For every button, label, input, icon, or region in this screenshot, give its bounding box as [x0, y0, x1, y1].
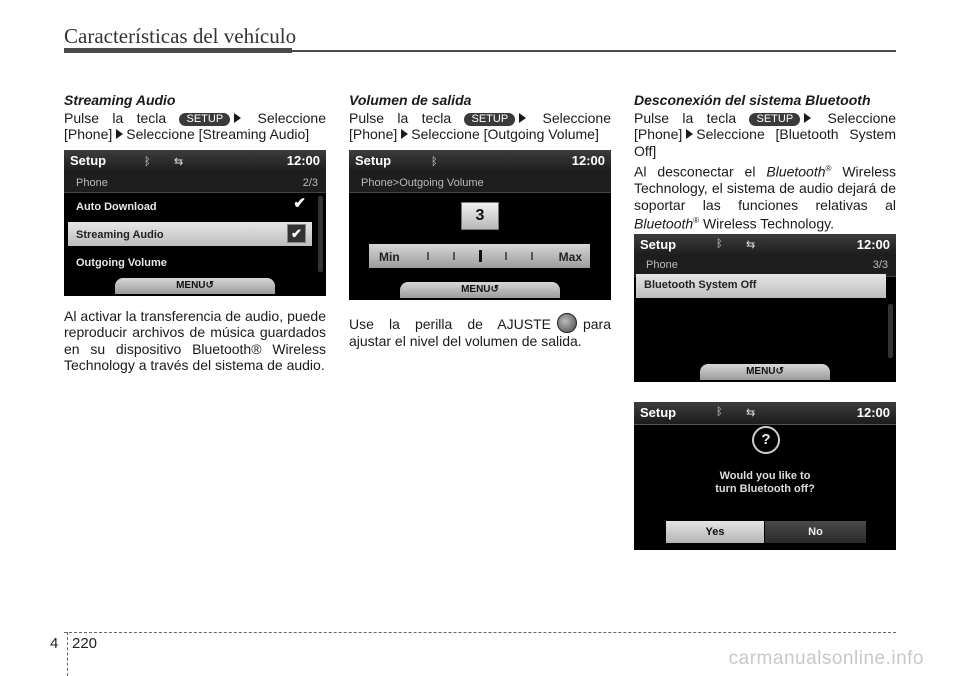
instruction: Pulse la tecla SETUP Seleccione [Phone] Seleccione [Bluetooth System Off]: [634, 109, 896, 159]
volume-level-marker: [479, 250, 482, 262]
arrow-right-icon: [804, 113, 811, 123]
scrollbar[interactable]: [888, 304, 893, 358]
bluetooth-icon: ᛒ: [431, 155, 438, 168]
check-icon: ✔: [293, 194, 306, 212]
footer-divider: [67, 632, 68, 676]
list-item-selected[interactable]: Streaming Audio ✔: [68, 222, 312, 246]
usb-icon: ⇆: [174, 155, 184, 168]
yes-button[interactable]: Yes: [666, 521, 764, 543]
question-icon: ?: [752, 426, 780, 454]
setup-key-icon: SETUP: [464, 113, 515, 126]
checkbox-checked-icon: ✔: [287, 224, 306, 243]
arrow-right-icon: [116, 129, 123, 139]
screen-bluetooth-off: Setup ᛒ ⇆ 12:00 Phone 3/3 Bluetooth System Off MENU↺: [634, 234, 896, 382]
page-number: 220: [72, 635, 98, 652]
dialog-message: Would you like to turn Bluetooth off?: [715, 470, 815, 495]
section-title: Streaming Audio: [64, 92, 176, 108]
screen-confirm-dialog: Setup ᛒ ⇆ 12:00 ? Would you like to turn Bluetooth off? Yes No: [634, 402, 896, 550]
running-header: Características del vehículo: [64, 24, 297, 48]
menu-button[interactable]: MENU↺: [115, 278, 275, 294]
list-item[interactable]: Outgoing Volume: [76, 256, 167, 269]
body-text: Al desconectar el Bluetooth® Wireless Technology, el sistema de audio dejará de soportar las funciones relativas al Bluetooth® Wireless Technology.: [634, 163, 896, 232]
header-bar: [64, 48, 292, 53]
no-button[interactable]: No: [765, 521, 866, 543]
list-item-selected[interactable]: Bluetooth System Off: [636, 274, 886, 298]
header-rule: [292, 50, 896, 52]
instruction: Pulse la tecla SETUP Seleccione [Phone] Seleccione [Streaming Audio]: [64, 109, 326, 142]
menu-button[interactable]: MENU↺: [400, 282, 560, 298]
arrow-right-icon: [519, 113, 526, 123]
setup-key-icon: SETUP: [749, 113, 800, 126]
footer-rule: [64, 632, 896, 633]
body-text: Use la perilla de AJUSTE para ajustar el nivel del volumen de salida.: [349, 313, 611, 350]
section-title: Volumen de salida: [349, 92, 472, 108]
volume-slider[interactable]: Min Max: [369, 244, 590, 268]
tune-knob-icon: [557, 313, 577, 333]
body-text: Al activar la transferencia de audio, puede reproducir archivos de música guardados en su dispositivo Bluetooth® Wireless Technology a través del sistema de audio.: [64, 307, 326, 373]
bluetooth-icon: ᛒ: [716, 406, 723, 418]
scrollbar[interactable]: [318, 196, 323, 272]
screen-outgoing-volume: Setup ᛒ 12:00 Phone>Outgoing Volume 3 Min Max MENU↺: [349, 150, 611, 300]
usb-icon: ⇆: [746, 407, 756, 419]
volume-value: 3: [461, 202, 499, 230]
column-bluetooth-off: [634, 92, 896, 232]
column-streaming-audio: [64, 92, 326, 374]
arrow-right-icon: [401, 129, 408, 139]
menu-button[interactable]: MENU↺: [700, 364, 830, 380]
column-outgoing-volume: [349, 92, 611, 349]
arrow-right-icon: [234, 113, 241, 123]
bluetooth-icon: ᛒ: [716, 238, 723, 250]
usb-icon: ⇆: [746, 239, 756, 251]
setup-key-icon: SETUP: [179, 113, 230, 126]
chapter-number: 4: [50, 635, 59, 652]
section-title: Desconexión del sistema Bluetooth: [634, 92, 871, 108]
arrow-right-icon: [686, 129, 693, 139]
bluetooth-icon: ᛒ: [144, 155, 151, 168]
watermark: carmanualsonline.info: [728, 648, 924, 669]
list-item[interactable]: Auto Download ✔: [76, 194, 306, 213]
screen-streaming-audio: Setup ᛒ ⇆ 12:00 Phone 2/3 Auto Download ✔ Streaming Audio ✔ Outgoing Volume MENU↺: [64, 150, 326, 296]
instruction: Pulse la tecla SETUP Seleccione [Phone] Seleccione [Outgoing Volume]: [349, 109, 611, 142]
